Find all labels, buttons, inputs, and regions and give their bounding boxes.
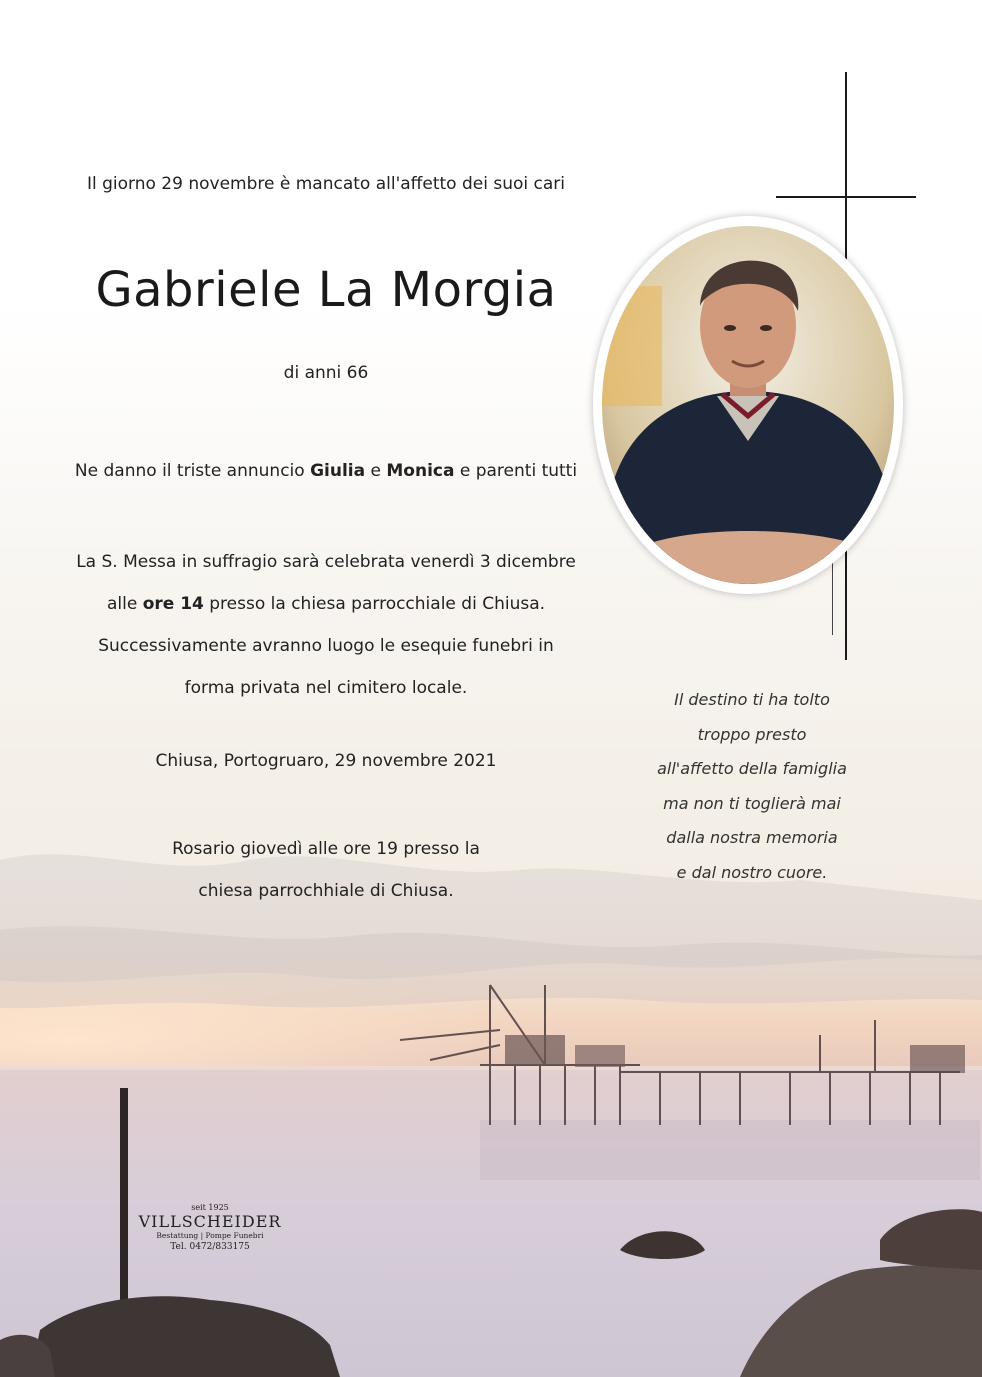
mass-line-2-suffix: presso la chiesa parrocchiale di Chiusa. xyxy=(203,594,546,614)
place-date-text: Chiusa, Portogruaro, 29 novembre 2021 xyxy=(155,751,497,771)
announce-mid: e xyxy=(365,461,387,481)
poem-line: ma non ti toglierà mai xyxy=(663,793,841,813)
poem-line: dalla nostra memoria xyxy=(666,828,838,847)
deceased-name: Gabriele La Morgia xyxy=(95,262,557,318)
mass-line-2-prefix: alle xyxy=(106,594,143,614)
funeral-home-logo xyxy=(130,1203,290,1252)
logo-phone: Tel. 0472/833175 xyxy=(170,1242,250,1252)
mass-line-3: Successivamente avranno luogo le esequie funebri in xyxy=(98,636,554,656)
mass-line-4: forma privata nel cimitero locale. xyxy=(184,678,468,698)
logo-brand: VILLSCHEIDER xyxy=(138,1212,282,1231)
logo-subtitle: Bestattung | Pompe Funebri xyxy=(156,1231,264,1240)
mass-details xyxy=(0,541,652,709)
announce-suffix: e parenti tutti xyxy=(454,461,578,481)
cross-horizontal-line xyxy=(776,196,916,198)
poem-line: Il destino ti ha tolto xyxy=(674,690,830,709)
poem-line: e dal nostro cuore. xyxy=(676,862,828,882)
announce-name-2: Monica xyxy=(386,461,455,481)
announcement-text xyxy=(0,461,652,481)
rosary-details xyxy=(0,828,652,912)
announce-prefix: Ne danno il triste annuncio xyxy=(74,461,311,481)
rosary-line-2: chiesa parrochhiale di Chiusa. xyxy=(198,881,454,901)
rosary-line-1: Rosario giovedì alle ore 19 presso la xyxy=(172,839,480,859)
age-text: di anni 66 xyxy=(283,363,369,383)
mass-time: ore 14 xyxy=(142,594,204,614)
mass-line-2 xyxy=(0,583,652,625)
intro-text: Il giorno 29 novembre è mancato all'affetto dei suoi cari xyxy=(86,174,565,194)
poem-line: all'affetto della famiglia xyxy=(657,759,847,778)
logo-since: seit 1925 xyxy=(191,1203,229,1212)
announce-name-1: Giulia xyxy=(310,461,366,481)
memorial-poem xyxy=(598,683,906,890)
mass-line-1: La S. Messa in suffragio sarà celebrata venerdì 3 dicembre xyxy=(76,552,576,572)
poem-line: troppo presto xyxy=(697,724,807,744)
